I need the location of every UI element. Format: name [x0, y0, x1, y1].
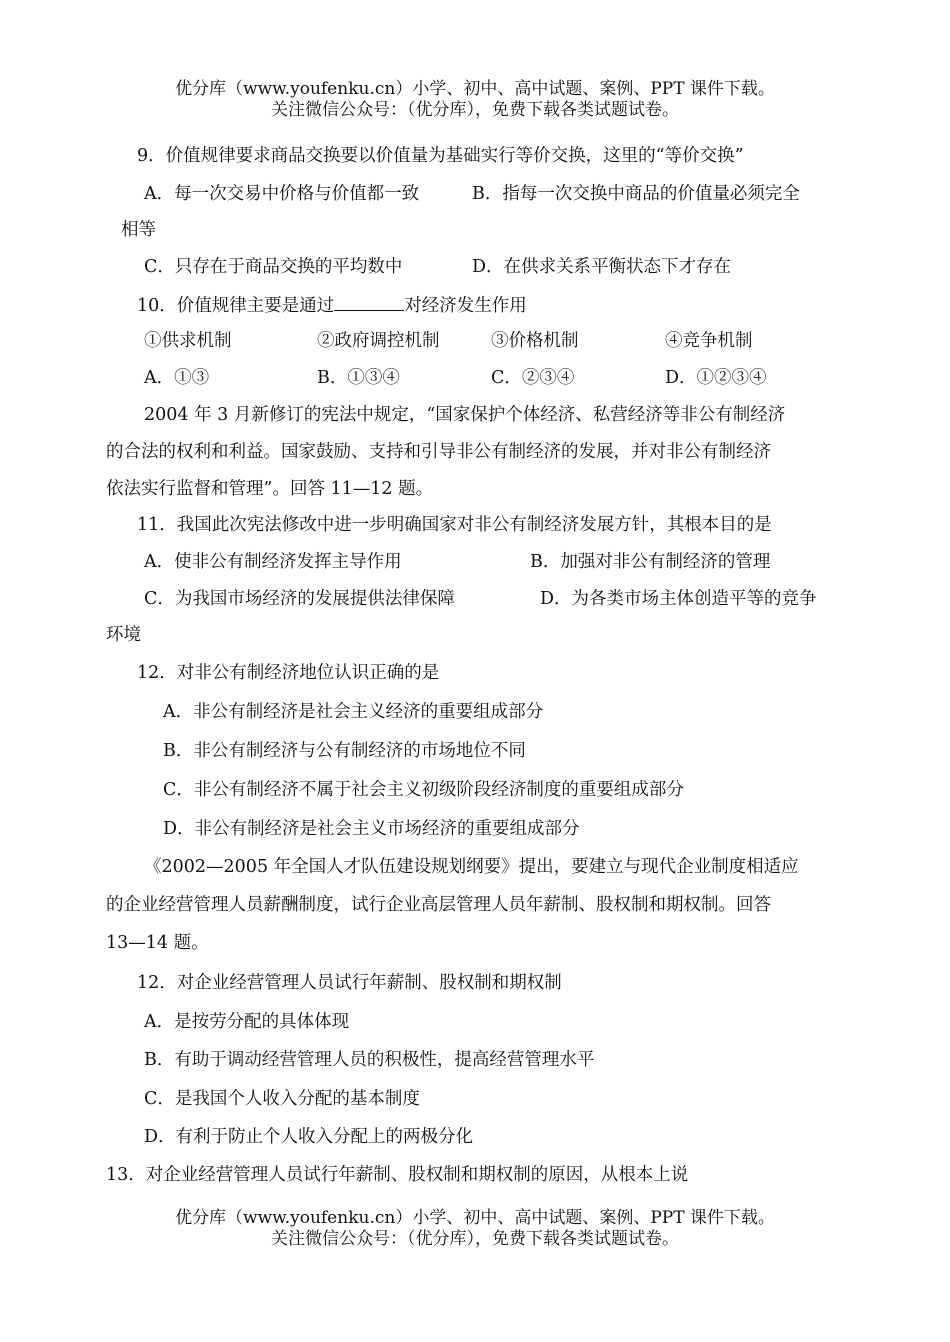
q12-option-a: A．非公有制经济是社会主义经济的重要组成部分	[163, 702, 544, 722]
q9-option-b-cont: 相等	[121, 220, 156, 240]
q9-option-a: A．每一次交易中价格与价值都一致	[144, 184, 420, 204]
header-line-1: 优分库（www.youfenku.cn）小学、初中、高中试题、案例、PPT 课件下载。	[175, 79, 775, 99]
q10-blank	[334, 292, 404, 311]
passage1-line-3: 依法实行监督和管理”。回答 11—12 题。	[106, 479, 434, 499]
q10-option-b: B．①③④	[317, 368, 400, 388]
q10-stem	[137, 292, 527, 318]
page-header	[0, 79, 950, 121]
q11-option-c: C．为我国市场经济的发展提供法律保障	[144, 589, 455, 609]
q12-option-d: D．非公有制经济是社会主义市场经济的重要组成部分	[163, 819, 580, 839]
q9-option-b: B．指每一次交换中商品的价值量必须完全	[472, 184, 800, 204]
passage1-line-1: 2004 年 3 月新修订的宪法中规定，“国家保护个体经济、私营经济等非公有制经济	[144, 405, 786, 425]
footer-line-2: 关注微信公众号：（优分库），免费下载各类试题试卷。	[271, 1229, 679, 1249]
q12-option-c: C．非公有制经济不属于社会主义初级阶段经济制度的重要组成部分	[163, 780, 684, 800]
q12b-option-b: B．有助于调动经营管理人员的积极性，提高经营管理水平	[144, 1050, 595, 1070]
q10-choice-2: ②政府调控机制	[317, 331, 440, 351]
q9-option-c: C．只存在于商品交换的平均数中	[144, 257, 403, 277]
q11-stem: 11．我国此次宪法修改中进一步明确国家对非公有制经济发展方针，其根本目的是	[137, 515, 772, 535]
q12-stem: 12．对非公有制经济地位认识正确的是	[137, 663, 440, 683]
q11-option-d: D．为各类市场主体创造平等的竞争	[540, 589, 817, 609]
footer-line-1: 优分库（www.youfenku.cn）小学、初中、高中试题、案例、PPT 课件下载。	[175, 1208, 775, 1228]
q9-stem: 9．价值规律要求商品交换要以价值量为基础实行等价交换，这里的“等价交换”	[137, 146, 744, 166]
passage2-line-1: 《2002—2005 年全国人才队伍建设规划纲要》提出，要建立与现代企业制度相适应	[144, 857, 799, 877]
q12b-option-d: D．有利于防止个人收入分配上的两极分化	[144, 1127, 474, 1147]
q10-option-a: A．①③	[144, 368, 210, 388]
q11-option-d-cont: 环境	[106, 625, 141, 645]
q10-option-c: C．②③④	[491, 368, 575, 388]
q12b-stem: 12．对企业经营管理人员试行年薪制、股权制和期权制	[137, 973, 562, 993]
q11-option-a: A．使非公有制经济发挥主导作用	[144, 552, 402, 572]
q9-option-d: D．在供求关系平衡状态下才存在	[472, 257, 732, 277]
q10-option-d: D．①②③④	[665, 368, 767, 388]
q12b-option-c: C．是我国个人收入分配的基本制度	[144, 1089, 420, 1109]
q12b-option-a: A．是按劳分配的具体体现	[144, 1012, 350, 1032]
q10-stem-pre: 10．价值规律主要是通过	[137, 296, 335, 316]
passage2-line-3: 13—14 题。	[106, 933, 209, 953]
q12-option-b: B．非公有制经济与公有制经济的市场地位不同	[163, 741, 526, 761]
q10-choice-3: ③价格机制	[491, 331, 579, 351]
page-footer	[0, 1208, 950, 1250]
q10-choice-4: ④竞争机制	[665, 331, 753, 351]
q10-choice-1: ①供求机制	[144, 331, 232, 351]
q13-stem: 13．对企业经营管理人员试行年薪制、股权制和期权制的原因，从根本上说	[106, 1165, 689, 1185]
q10-stem-post: 对经济发生作用	[404, 296, 527, 316]
q11-option-b: B．加强对非公有制经济的管理	[530, 552, 771, 572]
passage1-line-2: 的合法的权利和利益。国家鼓励、支持和引导非公有制经济的发展，并对非公有制经济	[106, 442, 771, 462]
header-line-2: 关注微信公众号：（优分库），免费下载各类试题试卷。	[271, 100, 679, 120]
passage2-line-2: 的企业经营管理人员薪酬制度，试行企业高层管理人员年薪制、股权制和期权制。回答	[106, 895, 771, 915]
